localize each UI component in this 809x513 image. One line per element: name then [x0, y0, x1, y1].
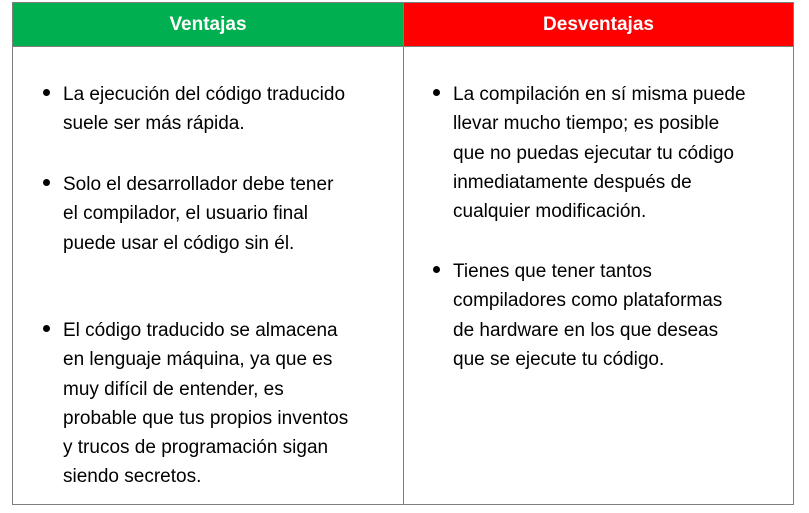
advantage-line: y trucos de programación sigan [63, 437, 329, 459]
advantage-line: probable que tus propios inventos [63, 407, 349, 429]
advantage-item-2 [63, 170, 333, 258]
disadvantage-line: La compilación en sí misma puede [453, 84, 746, 105]
advantage-line: La ejecución del código traducido [63, 84, 346, 105]
advantages-header [13, 3, 403, 47]
disadvantage-line: cualquier modificación. [453, 201, 647, 223]
disadvantage-item-2 [453, 257, 722, 374]
bullet-icon [433, 89, 440, 96]
advantage-line: en lenguaje máquina, ya que es [63, 349, 333, 371]
disadvantage-line: inmediatamente después de [453, 171, 692, 193]
advantage-line: El código traducido se almacena [63, 320, 338, 341]
advantages-header-label: Ventajas [169, 13, 247, 35]
bullet-icon [43, 89, 50, 96]
disadvantages-header [403, 3, 793, 47]
disadvantage-line: Tienes que tener tantos [453, 261, 652, 282]
advantage-item-1 [63, 80, 345, 139]
comparison-table [12, 2, 794, 505]
disadvantage-item-1 [453, 80, 746, 226]
advantage-line: muy difícil de entender, es [63, 378, 284, 400]
disadvantage-line: llevar mucho tiempo; es posible [453, 113, 720, 135]
advantage-item-3 [63, 316, 348, 492]
disadvantages-header-label: Desventajas [543, 13, 654, 35]
advantage-line: el compilador, el usuario final [63, 203, 309, 225]
advantage-line: suele ser más rápida. [63, 113, 245, 135]
advantage-line: puede usar el código sin él. [63, 232, 295, 254]
bullet-icon [433, 266, 440, 273]
column-divider [403, 47, 404, 504]
disadvantage-line: que se ejecute tu código. [453, 348, 665, 370]
bullet-icon [43, 325, 50, 332]
disadvantage-line: que no puedas ejecutar tu código [453, 142, 734, 164]
bullet-icon [43, 179, 50, 186]
advantage-line: Solo el desarrollador debe tener [63, 174, 334, 195]
disadvantage-line: de hardware en los que deseas [453, 319, 719, 341]
disadvantage-line: compiladores como plataformas [453, 290, 723, 312]
advantage-line: siendo secretos. [63, 466, 202, 488]
